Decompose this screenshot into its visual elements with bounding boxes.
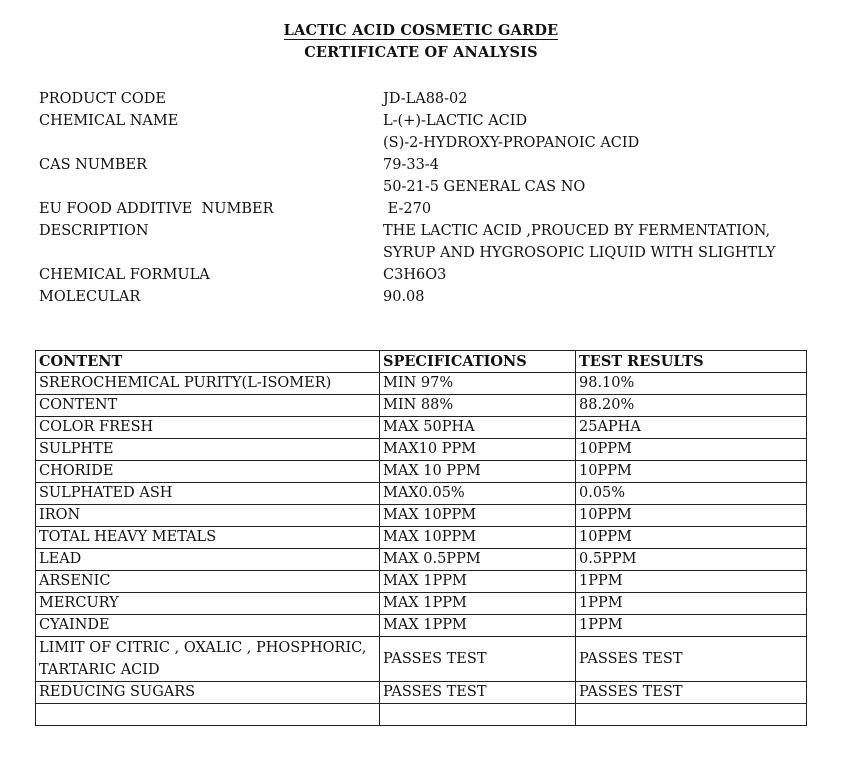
table-cell-content: CHORIDE: [36, 461, 380, 483]
info-label: EU FOOD ADDITIVE NUMBER: [39, 201, 274, 217]
table-row: [36, 637, 807, 682]
table-cell-content: SULPHATED ASH: [36, 483, 380, 505]
info-value: L-(+)-LACTIC ACID: [383, 113, 528, 129]
info-row-description-cont: [39, 242, 819, 264]
info-value: THE LACTIC ACID ,PROUCED BY FERMENTATION,: [383, 223, 771, 239]
info-row-chemical-name-cont: [39, 132, 819, 154]
info-value: JD-LA88-02: [383, 91, 468, 107]
info-label: CHEMICAL NAME: [39, 113, 179, 129]
table-cell-result: 1PPM: [576, 571, 807, 593]
table-cell-specification: MAX 10 PPM: [380, 461, 576, 483]
document-subtitle: CERTIFICATE OF ANALYSIS: [304, 44, 538, 61]
info-value: (S)-2-HYDROXY-PROPANOIC ACID: [383, 135, 640, 151]
table-cell-content: SREROCHEMICAL PURITY(L-ISOMER): [36, 373, 380, 395]
info-value: C3H6O3: [383, 267, 447, 283]
analysis-table: [35, 350, 807, 726]
table-header-row: [36, 351, 807, 373]
table-cell-content: REDUCING SUGARS: [36, 682, 380, 704]
table-row: [36, 373, 807, 395]
table-cell-result: 10PPM: [576, 505, 807, 527]
table-cell-empty: [36, 704, 380, 726]
table-cell-specification: MIN 88%: [380, 395, 576, 417]
table-cell-content: LIMIT OF CITRIC , OXALIC , PHOSPHORIC, TARTARIC ACID: [36, 637, 380, 682]
info-label: MOLECULAR: [39, 289, 141, 305]
info-row-product-code: [39, 88, 819, 110]
info-label: CAS NUMBER: [39, 157, 148, 173]
info-row-eu-food-additive: [39, 198, 819, 220]
table-row: [36, 549, 807, 571]
info-row-cas-number: [39, 154, 819, 176]
info-label: CHEMICAL FORMULA: [39, 267, 210, 283]
table-cell-result: 10PPM: [576, 527, 807, 549]
table-cell-specification: MAX 1PPM: [380, 571, 576, 593]
info-row-description: [39, 220, 819, 242]
table-cell-specification: MIN 97%: [380, 373, 576, 395]
info-value: 79-33-4: [383, 157, 439, 173]
table-cell-content: ARSENIC: [36, 571, 380, 593]
table-cell-empty: [380, 704, 576, 726]
info-label: PRODUCT CODE: [39, 91, 166, 107]
table-cell-specification: MAX 1PPM: [380, 615, 576, 637]
table-cell-specification: PASSES TEST: [380, 637, 576, 682]
table-cell-result: 98.10%: [576, 373, 807, 395]
table-cell-content: TOTAL HEAVY METALS: [36, 527, 380, 549]
product-info: [39, 88, 819, 308]
table-cell-specification: MAX10 PPM: [380, 439, 576, 461]
table-row: [36, 682, 807, 704]
info-value: SYRUP AND HYGROSOPIC LIQUID WITH SLIGHTLY: [383, 245, 776, 261]
table-row: [36, 417, 807, 439]
info-row-molecular: [39, 286, 819, 308]
table-row: [36, 527, 807, 549]
table-cell-content: SULPHTE: [36, 439, 380, 461]
table-row: [36, 615, 807, 637]
column-header-test-results: TEST RESULTS: [576, 351, 807, 373]
table-cell-specification: PASSES TEST: [380, 682, 576, 704]
info-row-chemical-formula: [39, 264, 819, 286]
table-cell-content: MERCURY: [36, 593, 380, 615]
table-cell-result: 10PPM: [576, 461, 807, 483]
table-cell-result: 88.20%: [576, 395, 807, 417]
table-cell-content: LEAD: [36, 549, 380, 571]
table-cell-specification: MAX 0.5PPM: [380, 549, 576, 571]
table-row: [36, 483, 807, 505]
table-cell-result: 0.05%: [576, 483, 807, 505]
table-cell-specification: MAX 10PPM: [380, 505, 576, 527]
table-cell-result: PASSES TEST: [576, 637, 807, 682]
table-cell-content: IRON: [36, 505, 380, 527]
column-header-content: CONTENT: [36, 351, 380, 373]
table-row: [36, 395, 807, 417]
table-row: [36, 571, 807, 593]
table-cell-content: CONTENT: [36, 395, 380, 417]
table-row: [36, 461, 807, 483]
table-cell-result: PASSES TEST: [576, 682, 807, 704]
table-cell-result: 0.5PPM: [576, 549, 807, 571]
table-cell-specification: MAX0.05%: [380, 483, 576, 505]
info-value: 90.08: [383, 289, 425, 305]
info-value: 50-21-5 GENERAL CAS NO: [383, 179, 586, 195]
table-row: [36, 439, 807, 461]
table-row-empty: [36, 704, 807, 726]
table-cell-result: 25APHA: [576, 417, 807, 439]
document-title: [0, 22, 842, 39]
table-cell-content: COLOR FRESH: [36, 417, 380, 439]
document-title-text: LACTIC ACID COSMETIC GARDE: [283, 22, 559, 39]
info-row-cas-number-cont: [39, 176, 819, 198]
table-cell-result: 1PPM: [576, 593, 807, 615]
table-row: [36, 593, 807, 615]
table-row: [36, 505, 807, 527]
table-cell-specification: MAX 50PHA: [380, 417, 576, 439]
table-cell-specification: MAX 1PPM: [380, 593, 576, 615]
info-value: E-270: [383, 201, 432, 217]
table-cell-empty: [576, 704, 807, 726]
info-label: DESCRIPTION: [39, 223, 149, 239]
table-cell-result: 10PPM: [576, 439, 807, 461]
table-cell-content: CYAINDE: [36, 615, 380, 637]
table-cell-specification: MAX 10PPM: [380, 527, 576, 549]
info-row-chemical-name: [39, 110, 819, 132]
table-cell-result: 1PPM: [576, 615, 807, 637]
column-header-specifications: SPECIFICATIONS: [380, 351, 576, 373]
